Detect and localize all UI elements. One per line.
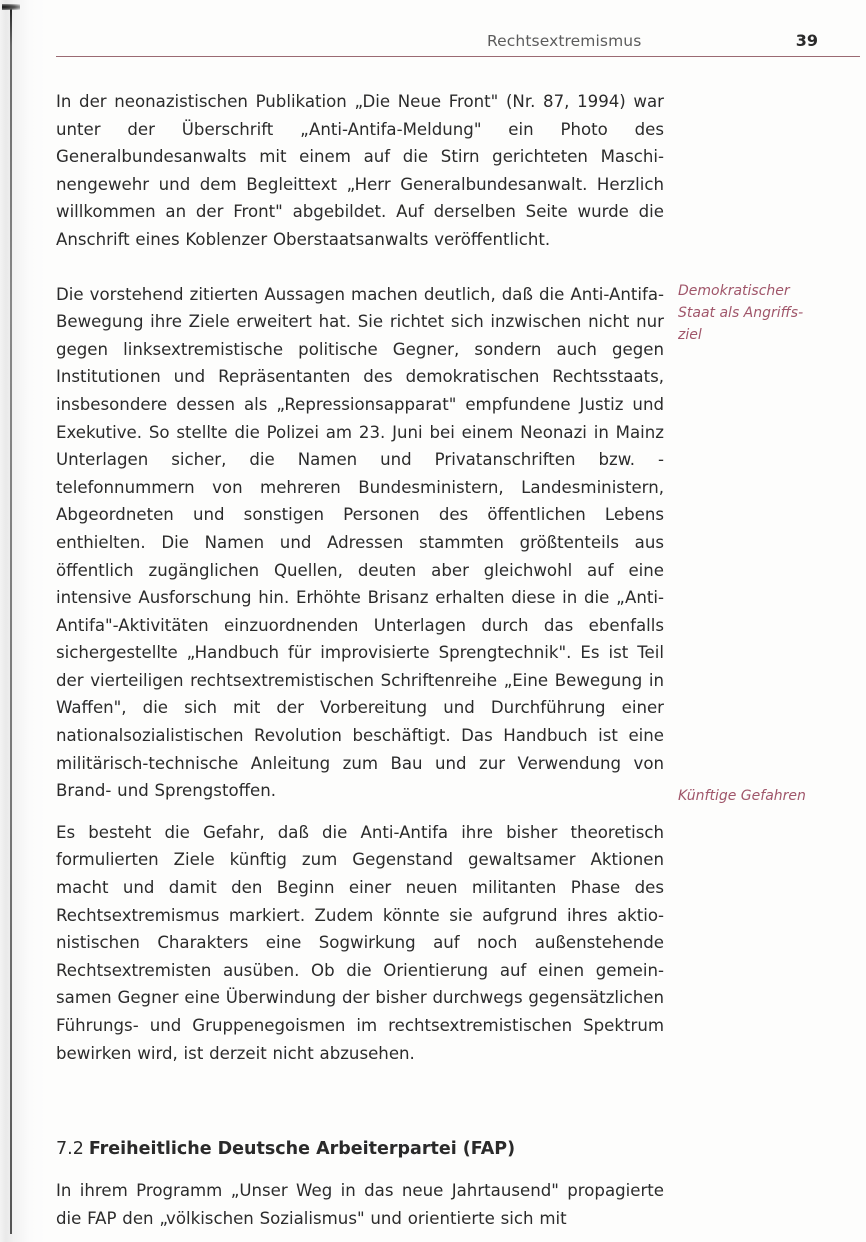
margin-note-line: Demokratischer <box>678 283 790 299</box>
margin-note-line: Künftige Gefahren <box>678 788 806 804</box>
page-number: 39 <box>795 31 818 50</box>
paragraph-spacer <box>56 254 664 281</box>
margin-note-line: Staat als Angriffs- <box>678 305 804 321</box>
header-rule <box>56 56 860 57</box>
running-header <box>56 22 860 56</box>
margin-note-line: ziel <box>678 327 702 343</box>
page-corner-mark <box>2 4 20 10</box>
paragraph-spacer <box>56 805 664 819</box>
page-binding-edge <box>10 6 12 1234</box>
paragraph-die-neue-front: In der neonazistischen Publikation „Die Neue Front" (Nr. 87, 1994) war unter der Überschrift „Anti-Antifa-Meldung" ein Photo des Generalbundesanwalts mit einem auf die Stirn gerichteten Maschinengewehr und dem Begleittext „Herr Generalbundesanwalt. Herzlich willkommen an der Front" abgebildet. Auf derselben Seite wurde die Anschrift eines Koblenzer Oberstaatsanwalts veröffentlicht. <box>56 92 664 249</box>
margin-note-demokratischer-staat <box>678 280 838 346</box>
section-title: Freiheitliche Deutsche Arbeiterpartei (FAP) <box>88 1139 516 1160</box>
section-number: 7.2 <box>56 1139 84 1160</box>
running-title: Rechtsextremismus <box>487 32 642 50</box>
paragraph-fap-programm: In ihrem Programm „Unser Weg in das neue Jahrtausend" propagierte die FAP den „völkischen Sozialismus" und orientierte sich mit <box>56 1181 664 1228</box>
body-text-column <box>56 88 664 1232</box>
paragraph-kuenftige-gefahren: Es besteht die Gefahr, daß die Anti-Antifa ihre bisher theoretisch formulierten Ziele künftig zum Gegenstand gewaltsamer Aktionen macht und damit den Beginn einer neuen militanten Phase des Rechtsextremismus markiert. Zudem könnte sie aufgrund ihres aktionistischen Charakters eine Sogwirkung auf noch außenstehende Rechtsextremisten ausüben. Ob die Orientierung auf einen gemeinsamen Gegner eine Überwindung der bisher durchwegs gegensätzlichen Führungs- und Gruppenegoismen im rechtsextremistischen Spektrum bewirken wird, ist derzeit nicht abzusehen. <box>56 822 664 1063</box>
page-binding-shadow <box>0 0 46 1242</box>
margin-note-kuenftige-gefahren <box>678 785 838 807</box>
paragraph-spacer <box>56 1163 664 1177</box>
paragraph-anti-antifa-ziele: Die vorstehend zitierten Aussagen machen deutlich, daß die Anti-Antifa-Bewegung ihre Ziele erweitert hat. Sie richtet sich inzwischen nicht nur gegen linksextremistische politische Gegner, sondern auch gegen Institutionen und Repräsentanten des demokratischen Rechtsstaats, insbesondere dessen als „Repressionsapparat" empfundene Justiz und Exekutive. So stellte die Polizei am 23. Juni bei einem Neonazi in Mainz Unterlagen sicher, die Namen und Privatanschriften bzw. -telefonnummern von mehreren Bundesministern, Landesministern, Abgeordneten und sonstigen Personen des öffentlichen Lebens enthielten. Die Namen und Adressen stammten größtenteils aus öffentlich zugänglichen Quellen, deuten aber gleichwohl auf eine intensive Ausforschung hin. Erhöhte Brisanz erhalten diese in die „Anti-Antifa"-Aktivitäten einzuordnenden Unterlagen durch das ebenfalls sichergestellte „Handbuch für improvisierte Sprengtechnik". Es ist Teil der vierteiligen rechtsextremistischen Schriftenreihe „Eine Bewegung in Waffen", die sich mit der Vorbereitung und Durchführung einer nationalsozialistischen Revolution beschäftigt. Das Handbuch ist eine militärisch-technische Anleitung zum Bau und zur Verwendung von Brand- und Sprengstoffen. <box>56 284 664 801</box>
section-heading <box>56 1135 664 1163</box>
section-spacer <box>56 1067 664 1135</box>
